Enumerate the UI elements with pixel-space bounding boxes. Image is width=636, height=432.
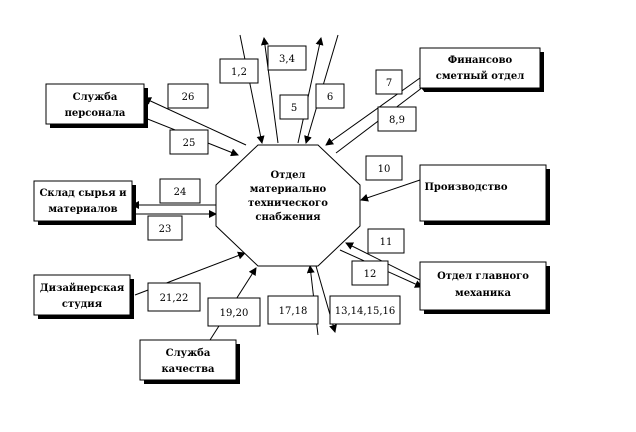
node-finance[interactable]	[420, 48, 544, 92]
label-8-9	[378, 107, 416, 131]
node-warehouse-line-1: Склад сырья и	[39, 188, 127, 199]
label-5	[280, 95, 308, 119]
node-quality-line-1: Служба	[165, 348, 211, 359]
node-mechanic[interactable]	[420, 262, 550, 314]
label-11-text: 11	[379, 237, 393, 248]
node-design[interactable]	[34, 275, 134, 319]
label-13-16-text: 13,14,15,16	[334, 306, 396, 317]
node-design-line-1: Дизайнерская	[39, 283, 125, 294]
arrow-10	[361, 180, 420, 200]
node-finance-line-1: Финансово	[447, 55, 513, 66]
node-warehouse-line-2: материалов	[48, 204, 118, 215]
label-25-text: 25	[182, 138, 196, 149]
label-3-4-text: 3,4	[279, 54, 295, 65]
node-finance-line-2: сметный отдел	[435, 71, 525, 82]
label-11	[368, 229, 404, 253]
label-26	[168, 84, 208, 108]
center-department[interactable]	[216, 145, 360, 266]
center-line-2: материально	[249, 184, 327, 195]
label-24-text: 24	[173, 187, 187, 198]
label-7-text: 7	[385, 78, 393, 89]
node-production[interactable]	[420, 165, 550, 225]
center-line-4: снабжения	[255, 212, 321, 223]
node-quality-line-2: качества	[161, 364, 215, 375]
label-10	[366, 156, 402, 180]
label-17-18-text: 17,18	[278, 306, 308, 317]
node-personnel[interactable]	[46, 84, 148, 128]
label-21-22-text: 21,22	[159, 293, 189, 304]
label-24	[160, 179, 200, 203]
label-5-text: 5	[290, 103, 298, 114]
label-1-2	[220, 59, 258, 83]
center-line-3: технического	[248, 198, 328, 209]
node-quality[interactable]	[140, 340, 240, 384]
label-10-text: 10	[377, 164, 391, 175]
label-19-20	[208, 298, 260, 326]
label-26-text: 26	[181, 92, 195, 103]
node-warehouse[interactable]	[34, 181, 136, 225]
label-12	[352, 261, 388, 285]
center-line-1: Отдел	[270, 170, 306, 181]
label-17-18	[268, 296, 318, 324]
label-23	[148, 216, 182, 240]
label-6-text: 6	[326, 92, 334, 103]
label-13-16	[330, 296, 400, 324]
label-23-text: 23	[158, 224, 172, 235]
label-3-4	[268, 46, 306, 70]
label-7	[376, 70, 402, 94]
label-1-2-text: 1,2	[231, 67, 247, 78]
label-12-text: 12	[363, 269, 377, 280]
label-6	[316, 84, 344, 108]
node-mechanic-line-2: механика	[455, 288, 511, 299]
node-mechanic-line-1: Отдел главного	[437, 271, 529, 282]
label-21-22	[148, 283, 200, 311]
label-19-20-text: 19,20	[219, 308, 249, 319]
node-production-line-1: Производство	[424, 182, 508, 193]
node-personnel-line-1: Служба	[72, 92, 118, 103]
node-personnel-line-2: персонала	[64, 108, 126, 119]
arrow-1-2	[240, 35, 262, 143]
node-design-line-2: студия	[61, 299, 103, 310]
label-8-9-text: 8,9	[389, 115, 405, 126]
label-25	[170, 130, 208, 154]
